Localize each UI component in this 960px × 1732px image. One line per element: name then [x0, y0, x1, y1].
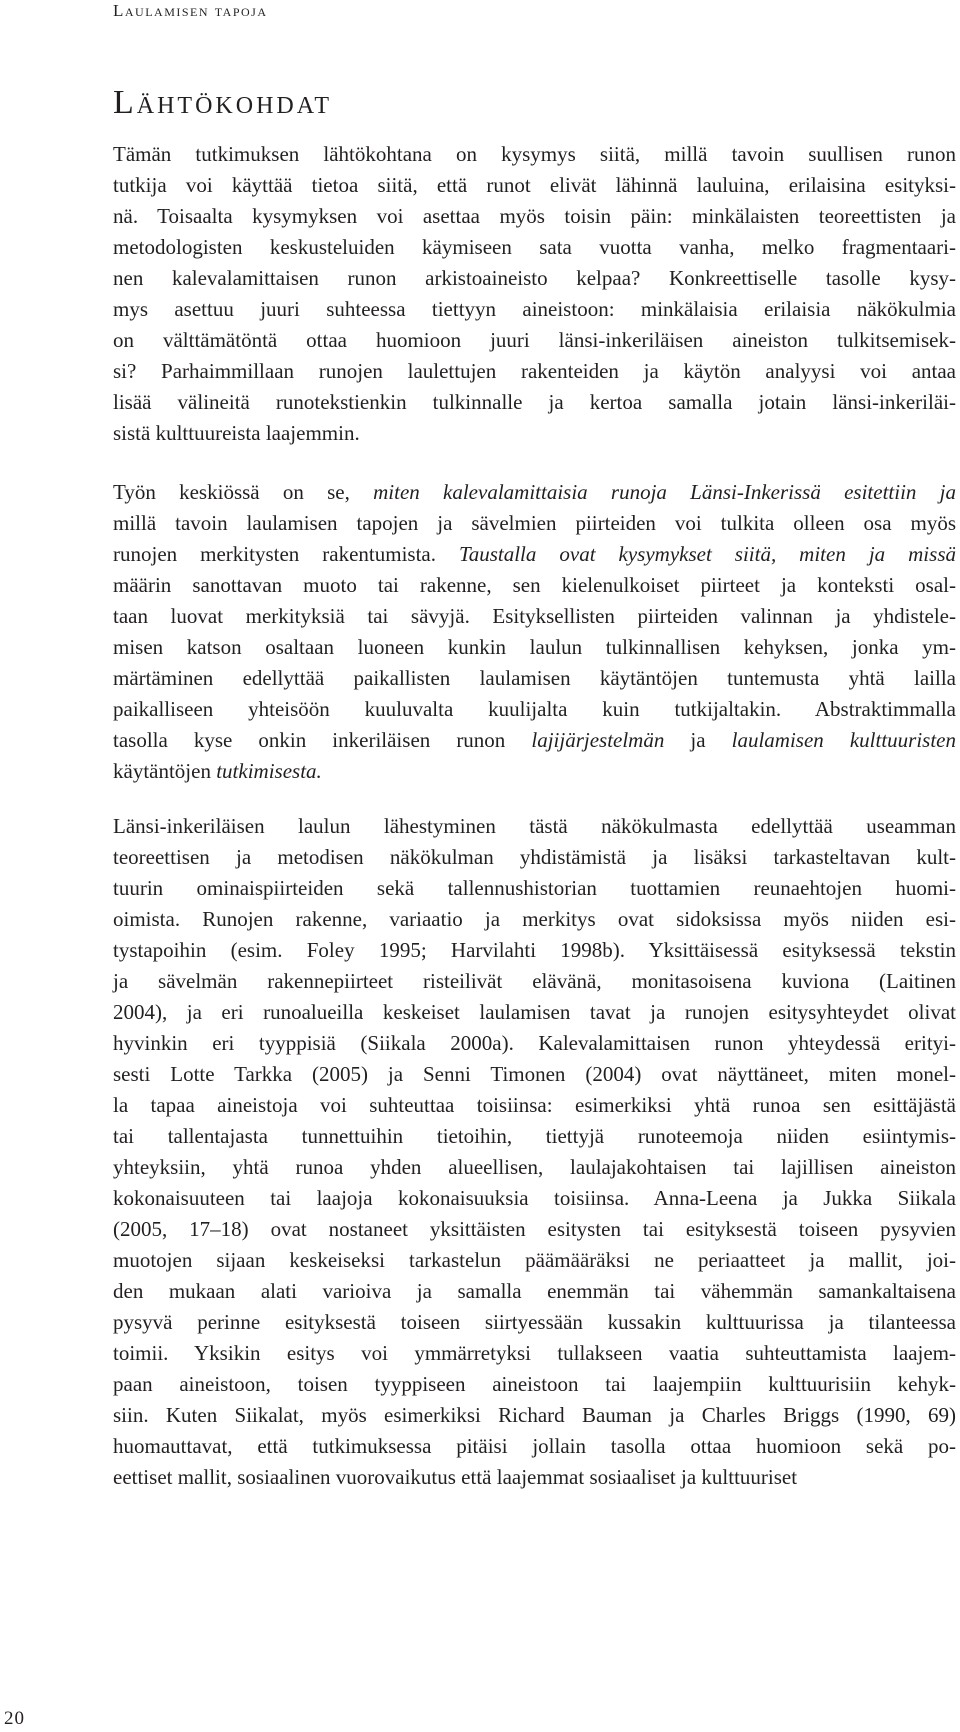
body-text: pysyvä perinne esityksestä toiseen siirtyessään kussakin kulttuurissa ja tilanteessa: [113, 1310, 956, 1334]
body-text: lisää välineitä runotekstienkin tulkinnalle ja kertoa samalla jotain länsi-inkeriläi-: [113, 390, 956, 414]
body-text: teoreettisen ja metodisen näkökulman yhdistämistä ja lisäksi tarkasteltavan kult-: [113, 845, 956, 869]
text-line: [113, 570, 956, 601]
emphasis-text: lajijärjestelmän: [531, 728, 665, 752]
text-line: [113, 1307, 956, 1338]
body-text: nen kalevalamittaisen runon arkistoaineisto kelpaa? Konkreettiselle tasolle kysy-: [113, 266, 956, 290]
text-line: [113, 201, 956, 232]
text-line: [113, 1214, 956, 1245]
body-text: märtäminen edellyttää paikallisten laulamisen käytäntöjen tuntemusta yhtä lailla: [113, 666, 956, 690]
body-text: tuurin ominaispiirteiden sekä tallennushistorian tuottamien reunaehtojen huomi-: [113, 876, 956, 900]
body-text: käytäntöjen: [113, 759, 211, 783]
text-line: [113, 1028, 956, 1059]
text-line: [113, 477, 956, 508]
text-line: [113, 294, 956, 325]
paragraph-2: [113, 477, 956, 787]
body-text: Työn keskiössä on se,: [113, 480, 374, 504]
paragraph-1: [113, 139, 956, 449]
emphasis-text: laulamisen kulttuuristen: [731, 728, 956, 752]
body-text: metodologisten keskusteluiden käymiseen sata vuotta vanha, melko fragmentaari-: [113, 235, 956, 259]
text-line: [113, 1090, 956, 1121]
body-text: la tapaa aineistoja voi suhteuttaa toisiinsa: esimerkiksi yhtä runoa sen esittäjästä: [113, 1093, 956, 1117]
text-line: [113, 356, 956, 387]
section-title: Lähtökohdat: [113, 84, 333, 121]
body-text: eettiset mallit, sosiaalinen vuorovaikutus että laajemmat sosiaaliset ja kulttuuriset: [113, 1465, 798, 1489]
body-text: nä. Toisaalta kysymyksen voi asettaa myös toisin päin: minkälaisten teoreettisten ja: [113, 204, 956, 228]
body-text: tystapoihin (esim. Foley 1995; Harvilahti 1998b). Yksittäisessä esityksessä tekstin: [113, 938, 956, 962]
text-line: [113, 663, 956, 694]
body-text: taan luovat merkityksiä tai sävyjä. Esityksellisten piirteiden valinnan ja yhdistele-: [113, 604, 956, 628]
text-line: [113, 1245, 956, 1276]
body-text: tasolla kyse onkin inkeriläisen runon: [113, 728, 532, 752]
body-text: hyvinkin eri tyyppisiä (Siikala 2000a). Kalevalamittaisen runon yhteydessä erityi-: [113, 1031, 956, 1055]
body-text: den mukaan alati varioiva ja samalla enemmän tai vähemmän samankaltaisena: [113, 1279, 956, 1303]
text-line: [113, 1121, 956, 1152]
text-line: [113, 232, 956, 263]
body-text: toimii. Yksikin esitys voi ymmärretyksi tullakseen vaatia suhteuttamista laajem-: [113, 1341, 956, 1365]
text-line: [113, 325, 956, 356]
body-text: ja: [664, 728, 732, 752]
text-line: [113, 1369, 956, 1400]
emphasis-text: miten kalevalamittaisia runoja Länsi-Inkerissä esitettiin ja: [373, 480, 956, 504]
text-line: [113, 139, 956, 170]
text-line: [113, 508, 956, 539]
body-text: on välttämätöntä ottaa huomioon juuri länsi-inkeriläisen aineiston tulkitsemisek-: [113, 328, 956, 352]
body-text: millä tavoin laulamisen tapojen ja sävelmien piirteiden voi tulkita olleen osa myös: [113, 511, 956, 535]
body-text: Länsi-inkeriläisen laulun lähestyminen tästä näkökulmasta edellyttää useamman: [113, 814, 956, 838]
body-text: määrin sanottavan muoto tai rakenne, sen kielenulkoiset piirteet ja konteksti osal-: [113, 573, 956, 597]
body-text: huomauttavat, että tutkimuksessa pitäisi jollain tasolla ottaa huomioon sekä po-: [113, 1434, 956, 1458]
body-text: runojen merkitysten rakentumista.: [113, 542, 436, 566]
page-number: 20: [4, 1708, 25, 1729]
text-line: [113, 811, 956, 842]
body-text: paan aineistoon, toisen tyyppiseen aineistoon tai laajempiin kulttuurisiin kehyk-: [113, 1372, 956, 1396]
body-text: sistä kulttuureista laajemmin.: [113, 421, 360, 445]
running-head: Laulamisen tapoja: [113, 1, 268, 20]
body-text: sesti Lotte Tarkka (2005) ja Senni Timonen (2004) ovat näyttäneet, miten monel-: [113, 1062, 956, 1086]
text-line: [113, 935, 956, 966]
body-text: paikalliseen yhteisöön kuuluvalta kuulijalta kuin tutkijaltakin. Abstraktimmalla: [113, 697, 956, 721]
text-line: [113, 842, 956, 873]
text-line: [113, 1338, 956, 1369]
paragraph-3: [113, 811, 956, 1493]
body-text: tutkija voi käyttää tietoa siitä, että runot elivät lähinnä lauluina, erilaisina esityksi-: [113, 173, 956, 197]
body-text: yhteyksiin, yhtä runoa yhden alueellisen, laulajakohtaisen tai lajillisen aineiston: [113, 1155, 956, 1179]
body-text: 2004), ja eri runoalueilla keskeiset laulamisen tavat ja runojen esitysyhteydet olivat: [113, 1000, 956, 1024]
body-text: mys asettuu juuri suhteessa tiettyyn aineistoon: minkälaisia erilaisia näkökulmia: [113, 297, 956, 321]
text-line: [113, 418, 956, 449]
text-line: [113, 1431, 956, 1462]
text-line: [113, 756, 956, 787]
text-line: [113, 1462, 956, 1493]
body-text: si? Parhaimmillaan runojen laulettujen rakenteiden ja käytön analyysi voi antaa: [113, 359, 956, 383]
text-line: [113, 997, 956, 1028]
text-line: [113, 632, 956, 663]
text-line: [113, 1183, 956, 1214]
text-line: [113, 725, 956, 756]
text-line: [113, 966, 956, 997]
text-line: [113, 601, 956, 632]
text-line: [113, 387, 956, 418]
body-text: (2005, 17–18) ovat nostaneet yksittäisten esitysten tai esityksestä toiseen pysyvien: [113, 1217, 956, 1241]
text-line: [113, 263, 956, 294]
body-text: siin. Kuten Siikalat, myös esimerkiksi Richard Bauman ja Charles Briggs (1990, 69): [113, 1403, 956, 1427]
text-line: [113, 1059, 956, 1090]
body-text: oimista. Runojen rakenne, variaatio ja merkitys ovat sidoksissa myös niiden esi-: [113, 907, 956, 931]
text-line: [113, 904, 956, 935]
text-line: [113, 1400, 956, 1431]
emphasis-text: Taustalla ovat kysymykset siitä, miten ja missä: [435, 542, 956, 566]
body-text: tai tallentajasta tunnettuihin tietoihin, tiettyjä runoteemoja niiden esiintymis-: [113, 1124, 956, 1148]
body-text: ja sävelmän rakennepiirteet risteilivät elävänä, monitasoisena kuviona (Laitinen: [113, 969, 956, 993]
text-line: [113, 873, 956, 904]
text-line: [113, 694, 956, 725]
body-text: Tämän tutkimuksen lähtökohtana on kysymys siitä, millä tavoin suullisen runon: [113, 142, 956, 166]
text-line: [113, 170, 956, 201]
emphasis-text: tutkimisesta.: [210, 759, 322, 783]
text-line: [113, 1152, 956, 1183]
text-line: [113, 1276, 956, 1307]
body-text: misen katson osaltaan luoneen kunkin laulun tulkinnallisen kehyksen, jonka ym-: [113, 635, 956, 659]
body-text: muotojen sijaan keskeiseksi tarkastelun päämääräksi ne periaatteet ja mallit, joi-: [113, 1248, 956, 1272]
body-text: kokonaisuuteen tai laajoja kokonaisuuksia toisiinsa. Anna-Leena ja Jukka Siikala: [113, 1186, 956, 1210]
text-line: [113, 539, 956, 570]
